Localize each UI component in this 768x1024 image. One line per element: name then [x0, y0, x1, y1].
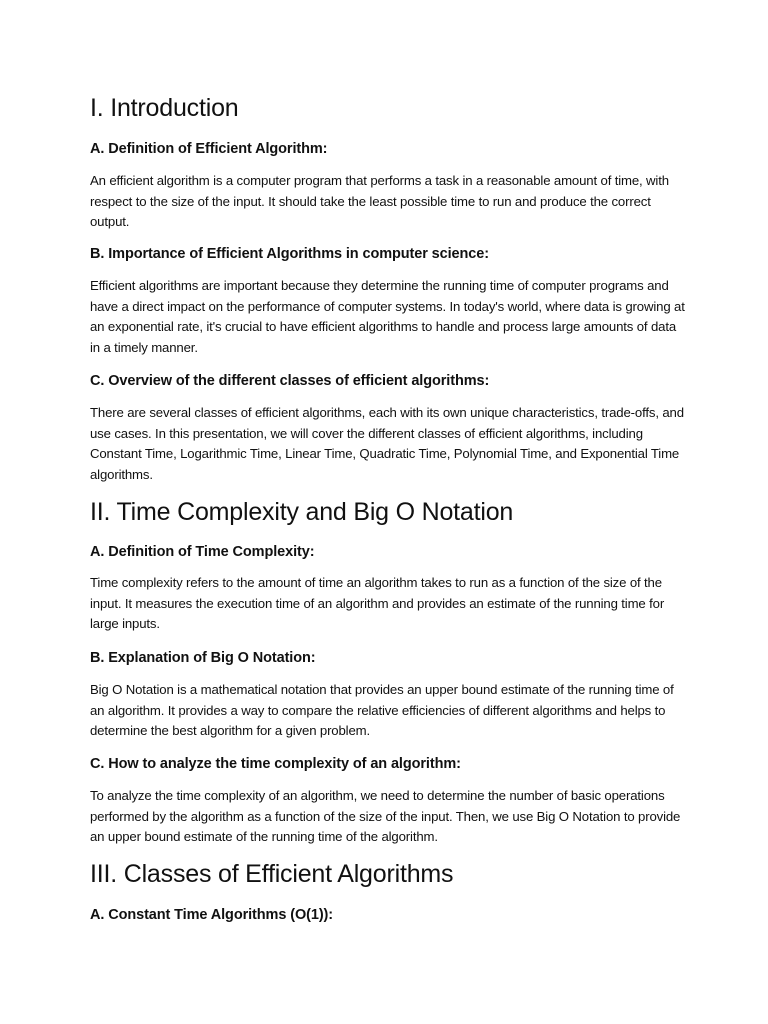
subsection-heading-definition-efficient-algorithm: A. Definition of Efficient Algorithm:: [90, 141, 328, 157]
paragraph-importance: Efficient algorithms are important because they determine the running time of computer programs and have a direct impact on the performance of computer systems. In today's world, where data is growing at an exponential rate, it's crucial to have efficient algorithms to handle and process large amounts of data in a timely manner.: [90, 278, 685, 356]
section-heading-classes: III. Classes of Efficient Algorithms: [90, 860, 454, 888]
subsection-heading-big-o: B. Explanation of Big O Notation:: [90, 650, 316, 666]
section-heading-introduction: I. Introduction: [90, 94, 239, 122]
paragraph-definition-efficient-algorithm: An efficient algorithm is a computer program that performs a task in a reasonable amount of time, with respect to the size of the input. It should take the least possible time to run and produce the correct output.: [90, 173, 669, 230]
section-heading-time-complexity: II. Time Complexity and Big O Notation: [90, 498, 514, 526]
subsection-heading-constant-time: A. Constant Time Algorithms (O(1)):: [90, 907, 334, 923]
paragraph-big-o: Big O Notation is a mathematical notation that provides an upper bound estimate of the running time of an algorithm. It provides a way to compare the relative efficiencies of different algorithms and helps to determine the best algorithm for a given problem.: [90, 682, 674, 739]
subsection-heading-definition-time-complexity: A. Definition of Time Complexity:: [90, 544, 315, 560]
subsection-heading-importance: B. Importance of Efficient Algorithms in computer science:: [90, 246, 489, 262]
subsection-heading-overview-classes: C. Overview of the different classes of efficient algorithms:: [90, 373, 490, 389]
subsection-heading-analyze-complexity: C. How to analyze the time complexity of an algorithm:: [90, 756, 461, 772]
paragraph-definition-time-complexity: Time complexity refers to the amount of time an algorithm takes to run as a function of the size of the input. It measures the execution time of an algorithm and provides an estimate of the running time for large inputs.: [90, 575, 665, 632]
paragraph-overview-classes: There are several classes of efficient algorithms, each with its own unique characteristics, trade-offs, and use cases. In this presentation, we will cover the different classes of efficient algorithms, including Constant Time, Logarithmic Time, Linear Time, Quadratic Time, Polynomial Time, and Exponential Time algorithms.: [90, 405, 684, 483]
paragraph-analyze-complexity: To analyze the time complexity of an algorithm, we need to determine the number of basic operations performed by the algorithm as a function of the size of the input. Then, we use Big O Notation to provide an upper bound estimate of the running time of the algorithm.: [90, 788, 681, 845]
